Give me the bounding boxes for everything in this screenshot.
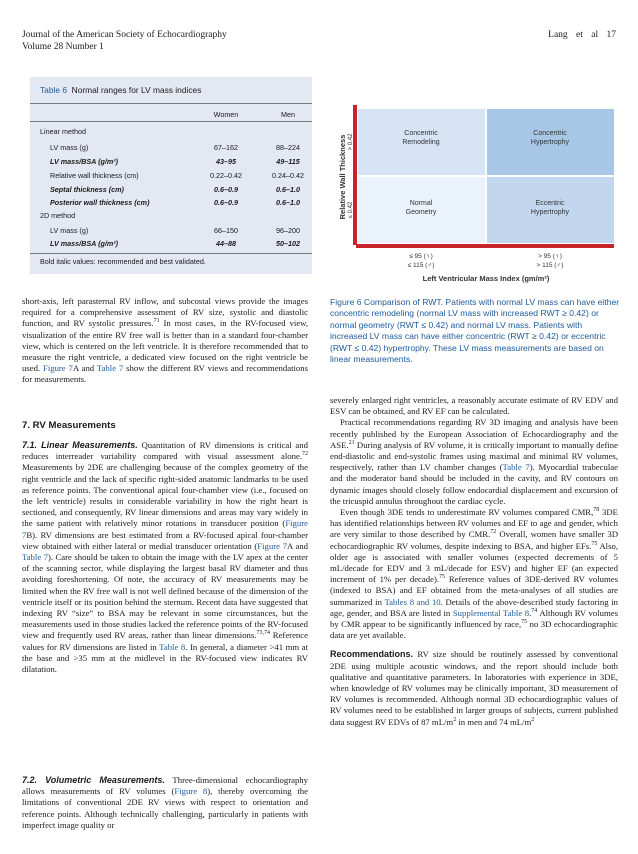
table-label: Table 6 [40, 85, 68, 95]
quadrant-label: Hypertrophy [530, 139, 570, 146]
table-section: Linear method [40, 127, 86, 136]
table-section: 2D method [40, 211, 76, 220]
authors: Lang et al [548, 30, 599, 40]
paragraph: 7.1. Linear Measurements. Quantitation of RV dimensions is critical and reduces interreader variability compared with visual assessment alone.$^{72}$ Measurements by 2DE are challenging because of the complex geometry of the right ventricle and the lack of specific right-sided anatomic landmarks to be used as reference points. The conventional apical four-chamber view (i.e., focused on the left ventricle) results in considerable variability in how the right heart is sectioned, and consequently, RV linear dimensions and areas may vary widely in the same patient with relatively minor rotations in transducer position (Figure 7B). RV dimensions are best estimated from a RV-focused apical four-chamber view obtained with either lateral or medial transducer orientation (Figure 7A and Table 7). Care should be taken to obtain the image with the LV apex at the center of the scanning sector, while displaying the largest basal RV diameter and thus avoiding foreshortening. Of note, the accuracy of RV measurements may be limited when the RV free wall is not well defined because of the dimension of the ventricle itself or its position behind the sternum. Recent data have suggested that indexing RV “size” to BSA may be relevant in some circumstances, but the measurements used in those studies lacked the reference points of the RV-focused view and frequently used RV areas, rather than linear dimensions.$^{73,74}$ Reference values for RV dimensions are listed in Table 8. In general, a diameter >41 mm at the base and >35 mm at the midlevel in the RV-focused view indicates RV dilatation. [22, 440, 309, 675]
figure-link[interactable]: Figure 8 [174, 786, 208, 797]
quadrant-label: Geometry [405, 209, 437, 216]
paragraph: Recommendations. RV size should be routinely assessed by conventional 2DE using multiple acoustic windows, and the report should include both qualitative and quantitative parameters. In laboratories with experience in 3DE, when knowledge of RV volumes may be clinically important, 3D measurement of RV volumes is recommended. Although normal 3D echocardiographic values of RV volumes need to be established in larger groups of subjects, current published data suggest RV EDVs of 87 $mL/m^2$ in men and 74 $mL/m^2$ [330, 649, 618, 727]
subsection-heading: Recommendations. [330, 649, 414, 660]
table-title [40, 85, 201, 95]
table-link[interactable]: Tables 8 and 10 [384, 596, 441, 607]
right-column [330, 395, 618, 728]
table-row: LV mass (g) 66–150 96–200 [50, 226, 300, 235]
quadrant-label: Eccentric [535, 200, 565, 207]
table-row: Relative wall thickness (cm) 0.22–0.42 0.24–0.42 [50, 171, 304, 180]
paragraph: Even though 3DE tends to underestimate RV volumes compared CMR,$^{78}$ 3DE has identified relationships between RV volumes and EF to age and gender, which are very similar to those described by CMR.$^{72}$ Overall, women have smaller 3D echocardiographic RV volumes, despite indexing to BSA, and higher EFs.$^{75}$ Also, older age is associated with smaller volumes (expected decrements of 5 mL/decade for EDV and 3 mL/decade for ESV) and higher EF (an expected increment of 1% per decade).$^{75}$ Reference values of 3DE-derived RV volumes (indexed to BSA) and EF obtained from the meta-analyses of all studies are summarized in Tables 8 and 10. Details of the above-described study factoring in age, gender, and BSA are listed in Supplemental Table 8.74 Although RV volumes by CMR appear to be significantly influenced by race,$^{75}$ no 3D echocardiographic data are yet available. [330, 507, 618, 641]
paragraph: Practical recommendations regarding RV 3D imaging and analysis have been recently published by the European Association of Echocardiography and the ASE.$^{21}$ During analysis of RV volume, it is critically important to manually define end-diastolic and end-systolic frames using maximal and minimal RV volumes, respectively, rather than LV chamber changes (Table 7). Myocardial trabeculae and the moderator band should be included in the cavity, and RV contours on dynamic images should closely follow endocardial displacement and excursion of the tricuspid annulus throughout the cardiac cycle. [330, 417, 618, 506]
figure-link[interactable]: Figure 7 [22, 518, 308, 540]
figure-label: Figure 6 [330, 297, 362, 307]
col-men: Men [281, 110, 295, 119]
y-tick-label: > 0.42 [348, 133, 354, 151]
table-row: Posterior wall thickness (cm) 0.6–0.9 0.6–1.0 [50, 198, 300, 207]
paragraph: short-axis, left parasternal RV inflow, and subcostal views provide the images required for a comprehensive assessment of RV size, systolic and diastolic function, and RV systolic pressures.$^{71}$ In most cases, in the RV-focused view, visualization of the entire RV free wall is better than in a standard four-chamber view, which is centered on the left ventricle. It is therefore recommended that to measure the right ventricle, a dedicated view focused on the right ventricle be used. Figure 7A and Table 7 show the different RV views and recommendations for measurements. [22, 296, 308, 385]
page-number: 17 [606, 30, 616, 40]
table-row: LV mass/BSA (g/m²) 43–95 49–115 [50, 157, 300, 166]
table-link[interactable]: Table 7 [502, 462, 530, 473]
quadrant-label: Remodeling [402, 139, 440, 146]
x-tick-label: > 115 (♂) [536, 262, 564, 269]
table-rule [30, 253, 312, 254]
table-rule [30, 121, 312, 122]
table-title-text: Normal ranges for LV mass indices [71, 85, 202, 95]
table-row: Septal thickness (cm) 0.6–0.9 0.6–1.0 [50, 185, 300, 194]
x-tick-label: ≤ 115 (♂) [407, 262, 435, 269]
x-axis-marker [356, 244, 614, 248]
left-column-bottom [22, 775, 308, 831]
figure-link[interactable]: Figure 7 [257, 540, 287, 551]
table-row: LV mass/BSA (g/m²) 44–88 50–102 [50, 239, 300, 248]
figure-6-caption [330, 297, 620, 365]
table-footnote: Bold italic values: recommended and best validated. [40, 257, 206, 266]
quadrant-label: Concentric [404, 130, 438, 137]
table-link[interactable]: Table 7 [96, 363, 124, 374]
left-column-top [22, 296, 308, 386]
volume-number: Volume 28 Number 1 [22, 41, 104, 52]
table-row: LV mass (g) 67–162 88–224 [50, 143, 300, 152]
subsection-heading: 7.2. Volumetric Measurements. [22, 775, 165, 785]
x-tick-label: > 95 (♀) [538, 253, 562, 260]
paragraph: 7.2. Volumetric Measurements. Three-dimensional echocardiography allows measurements of RV volumes (Figure 8), thereby overcoming the limitations of conventional 2DE RV views with respect to orientation and reference points. Although technically challenging, particularly in patients with imperfect image quality or [22, 775, 308, 830]
paragraph: severely enlarged right ventricles, a reasonably accurate estimate of RV EDV and ESV can be obtained, and RV EF can be calculated. [330, 395, 618, 417]
page-header-right [548, 30, 616, 40]
y-axis-marker [353, 105, 357, 245]
quadrant-label: Concentric [533, 130, 567, 137]
table-6 [30, 77, 312, 274]
table-link[interactable]: Table 8 [159, 641, 186, 652]
y-tick-label: ≤ 0.42 [348, 201, 354, 219]
quadrant-label: Normal [409, 200, 433, 207]
left-column-body [22, 440, 308, 675]
figure-link[interactable]: Figure 7 [42, 363, 73, 374]
quadrant-label: Hypertrophy [530, 209, 570, 216]
col-women: Women [213, 110, 239, 119]
section-heading: 7. RV Measurements [22, 420, 116, 431]
subsection-heading: 7.1. Linear Measurements. [22, 440, 138, 450]
figure-6-diagram [336, 105, 616, 290]
journal-name: Journal of the American Society of Echocardiography [22, 30, 227, 40]
running-header [22, 30, 227, 53]
table-rule [30, 103, 312, 104]
x-axis-label: Left Ventricular Mass Index (gm/m²) [422, 274, 550, 283]
y-axis-label: Relative Wall Thickness [338, 134, 347, 220]
table-link[interactable]: Supplemental Table 8 [452, 607, 530, 618]
x-tick-label: ≤ 95 (♀) [409, 253, 433, 260]
table-link[interactable]: Table 7 [22, 552, 48, 563]
figure-caption-text: Comparison of RWT. Patients with normal LV mass can have either concentric remodeling (normal LV mass with increased RWT ≥ 0.42) or normal geometry (RWT ≤ 0.42) and normal LV mass. Patients with increased LV mass can have either concentric (RWT ≥ 0.42) or eccentric (RWT ≤ 0.42) hypertrophy. These LV mass measurements are based on linear measurements. [330, 297, 620, 365]
